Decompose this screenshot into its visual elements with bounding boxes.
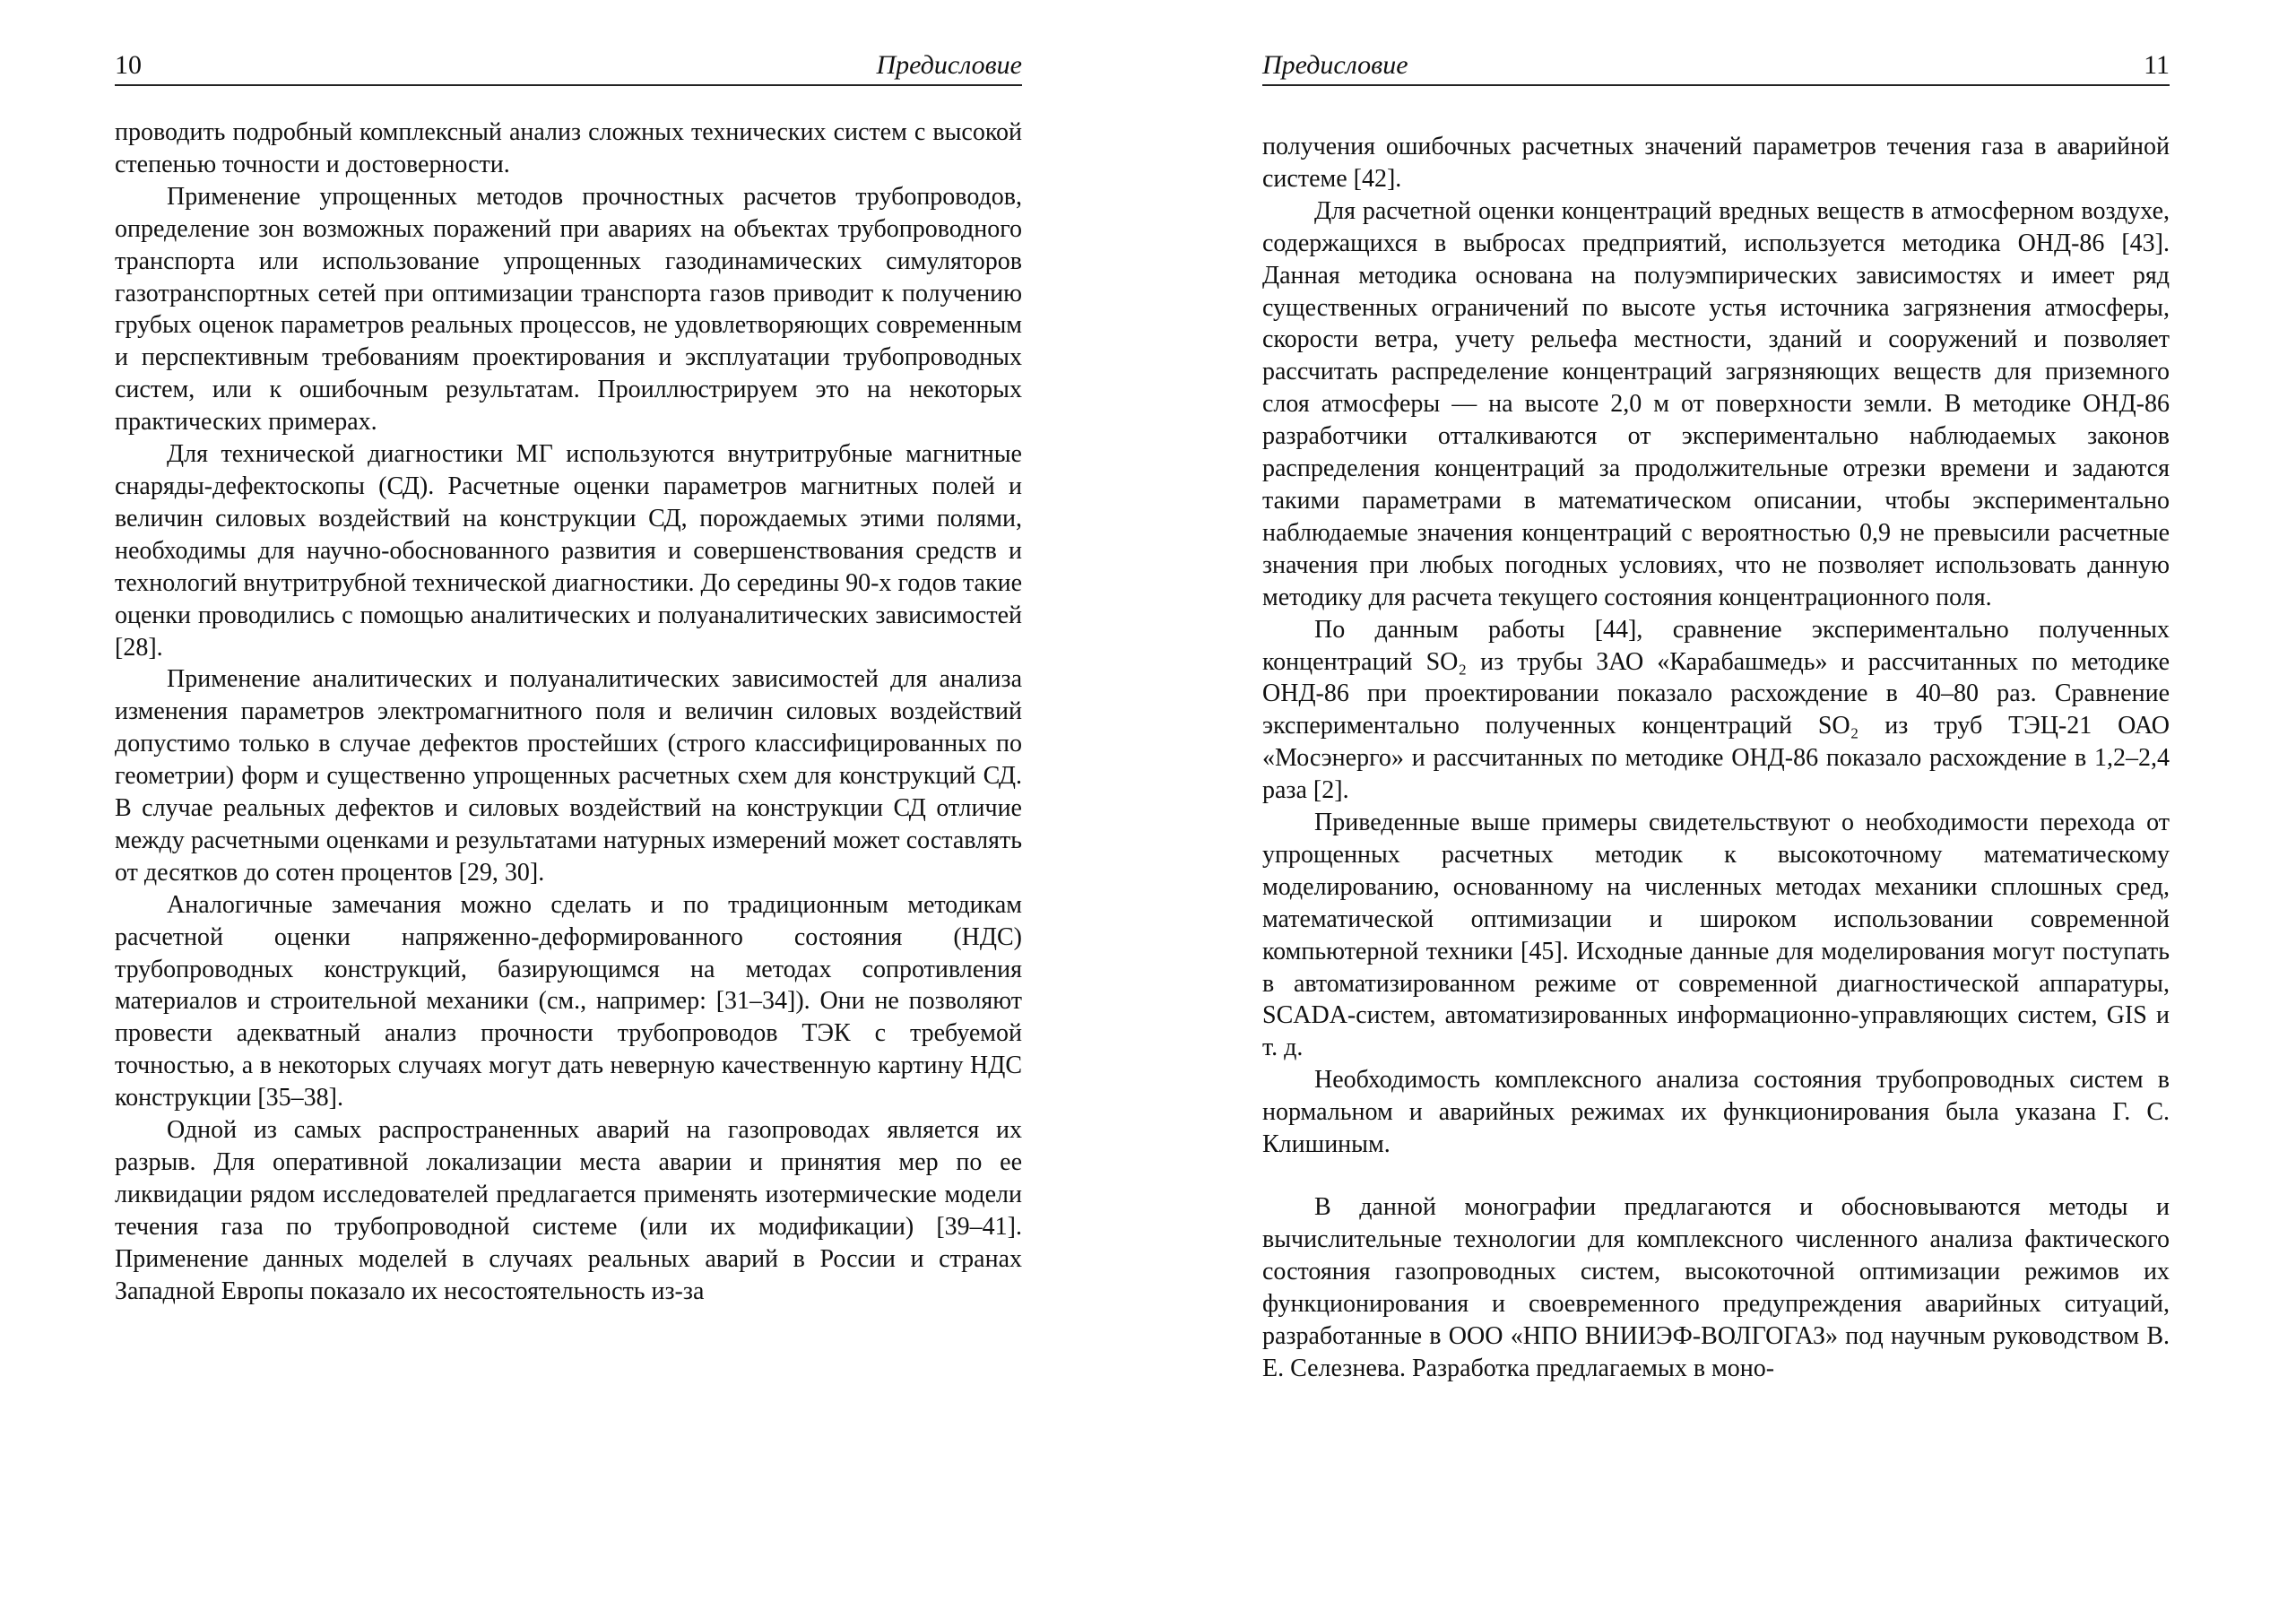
paragraph: Применение упрощенных методов прочностных расчетов трубопроводов, определение зон возможных поражений при авариях на объектах трубопроводного транспорта или использование упрощенных газодинамических симуляторов газотранспортных сетей при оптимизации транспорта газов приводит к получению грубых оценок параметров реальных процессов, не удовлетворяющих современным и перспективным требованиям проектирования и эксплуатации трубопроводных систем, или к ошибочным результатам. Проиллюстрируем это на некоторых практических примерах. [115, 182, 1022, 437]
paragraph: В данной монографии предлагаются и обосновываются методы и вычислительные технологии для комплексного численного анализа фактического состояния газопроводных систем, высокоточной оптимизации режимов их функционирования и своевременного предупреждения аварийных ситуаций, разработанные в ООО «НПО ВНИИЭФ-ВОЛГОГАЗ» под научным руководством В. Е. Селезнева. Разработка предлагаемых в моно- [1262, 1193, 2170, 1382]
paragraph: Для технической диагностики МГ используются внутритрубные магнитные снаряды-дефектоскопы (СД). Расчетные оценки параметров магнитных полей и величин силовых воздействий на конструкции СД, порождаемых этими полями, необходимы для научно-обоснованного развития и совершенствования средств и технологий внутритрубной технической диагностики. До середины 90-х годов такие оценки проводились с помощью аналитических и полуаналитических зависимостей [28]. [115, 440, 1022, 662]
page-number-right: 11 [2144, 50, 2170, 80]
page-number-left: 10 [115, 50, 142, 80]
left-page-body [115, 117, 1022, 1308]
paragraph: Необходимость комплексного анализа состояния трубопроводных систем в нормальном и аварийных режимах их функционирования была указана Г. С. Клишиным. [1262, 1066, 2170, 1159]
paragraph: Для расчетной оценки концентраций вредных веществ в атмосферном воздухе, содержащихся в выбросах предприятий, используется методика ОНД-86 [43]. Данная методика основана на полуэмпирических зависимостях и имеет ряд существенных ограничений по высоте устья источника загрязнения атмосферы, скорости ветра, учету рельефа местности, зданий и сооружений и позволяет рассчитать распределение концентраций загрязняющих веществ для приземного слоя атмосферы — на высоте 2,0 м от поверхности земли. В методике ОНД-86 разработчики отталкиваются от экспериментально наблюдаемых законов распределения концентраций за продолжительные отрезки времени и задаются такими параметрами в математическом описании, чтобы экспериментально наблюдаемые значения концентраций с вероятностью 0,9 не превысили расчетные значения при любых погодных условиях, что не позволяет использовать данную методику для расчета текущего состояния концентрационного поля. [1262, 196, 2170, 611]
paragraph: Применение аналитических и полуаналитических зависимостей для анализа изменения параметров электромагнитного поля и величин силовых воздействий допустимо только в случае дефектов простейших (строго классифицированных по геометрии) форм и существенно упрощенных расчетных схем для конструкций СД. В случае реальных дефектов и силовых воздействий на конструкции СД отличие между расчетными оценками и результатами натурных измерений может составлять от десятков до сотен процентов [29, 30]. [115, 665, 1022, 887]
running-head-right [1262, 43, 2170, 86]
paragraph: Аналогичные замечания можно сделать и по традиционным методикам расчетной оценки напряженно-деформированного состояния (НДС) трубопроводных конструкций, базирующимся на методах сопротивления материалов и строительной механики (см., например: [31–34]). Они не позволяют провести адекватный анализ прочности трубопроводов ТЭК с требуемой точностью, а в некоторых случаях могут дать неверную качественную картину НДС конструкции [35–38]. [115, 890, 1022, 1112]
paragraph: Приведенные выше примеры свидетельствуют о необходимости перехода от упрощенных расчетных методик к высокоточному математическому моделированию, основанному на численных методах механики сплошных сред, математической оптимизации и широком использовании современной компьютерной техники [45]. Исходные данные для моделирования могут поступать в автоматизированном режиме от современной диагностической аппаратуры, SCADA-систем, автоматизированных информационно-управляющих систем, GIS и т. д. [1262, 809, 2170, 1062]
running-head-left [115, 43, 1022, 86]
paragraph: Одной из самых распространенных аварий на газопроводах является их разрыв. Для оперативной локализации места аварии и принятия мер по ее ликвидации рядом исследователей предлагается применять изотермические модели течения газа по трубопроводной системе (или их модификации) [39–41]. Применение данных моделей в случаях реальных аварий в России и странах Западной Европы показало их несостоятельность из-за [115, 1116, 1022, 1305]
running-head-title-right: Предисловие [1262, 50, 1408, 80]
running-head-title-left: Предисловие [876, 50, 1022, 80]
paragraph: получения ошибочных расчетных значений параметров течения газа в аварийной системе [42]. [1262, 133, 2170, 193]
paragraph: По данным работы [44], сравнение экспериментально полученных концентраций SO₂ из трубы ЗАО «Карабашмедь» и рассчитанных по методике ОНД-86 при проектировании показало расхождение в 40–80 раз. Сравнение экспериментально полученных концентраций SO₂ из труб ТЭЦ-21 ОАО «Мосэнерго» и рассчитанных по методике ОНД-86 показало расхождение в 1,2–2,4 раза [2]. [1262, 615, 2170, 805]
paragraph: проводить подробный комплексный анализ сложных технических систем с высокой степенью точности и достоверности. [115, 118, 1022, 178]
right-page [1262, 0, 2170, 1610]
right-page-body [1262, 131, 2170, 1384]
left-page [115, 0, 1022, 1610]
